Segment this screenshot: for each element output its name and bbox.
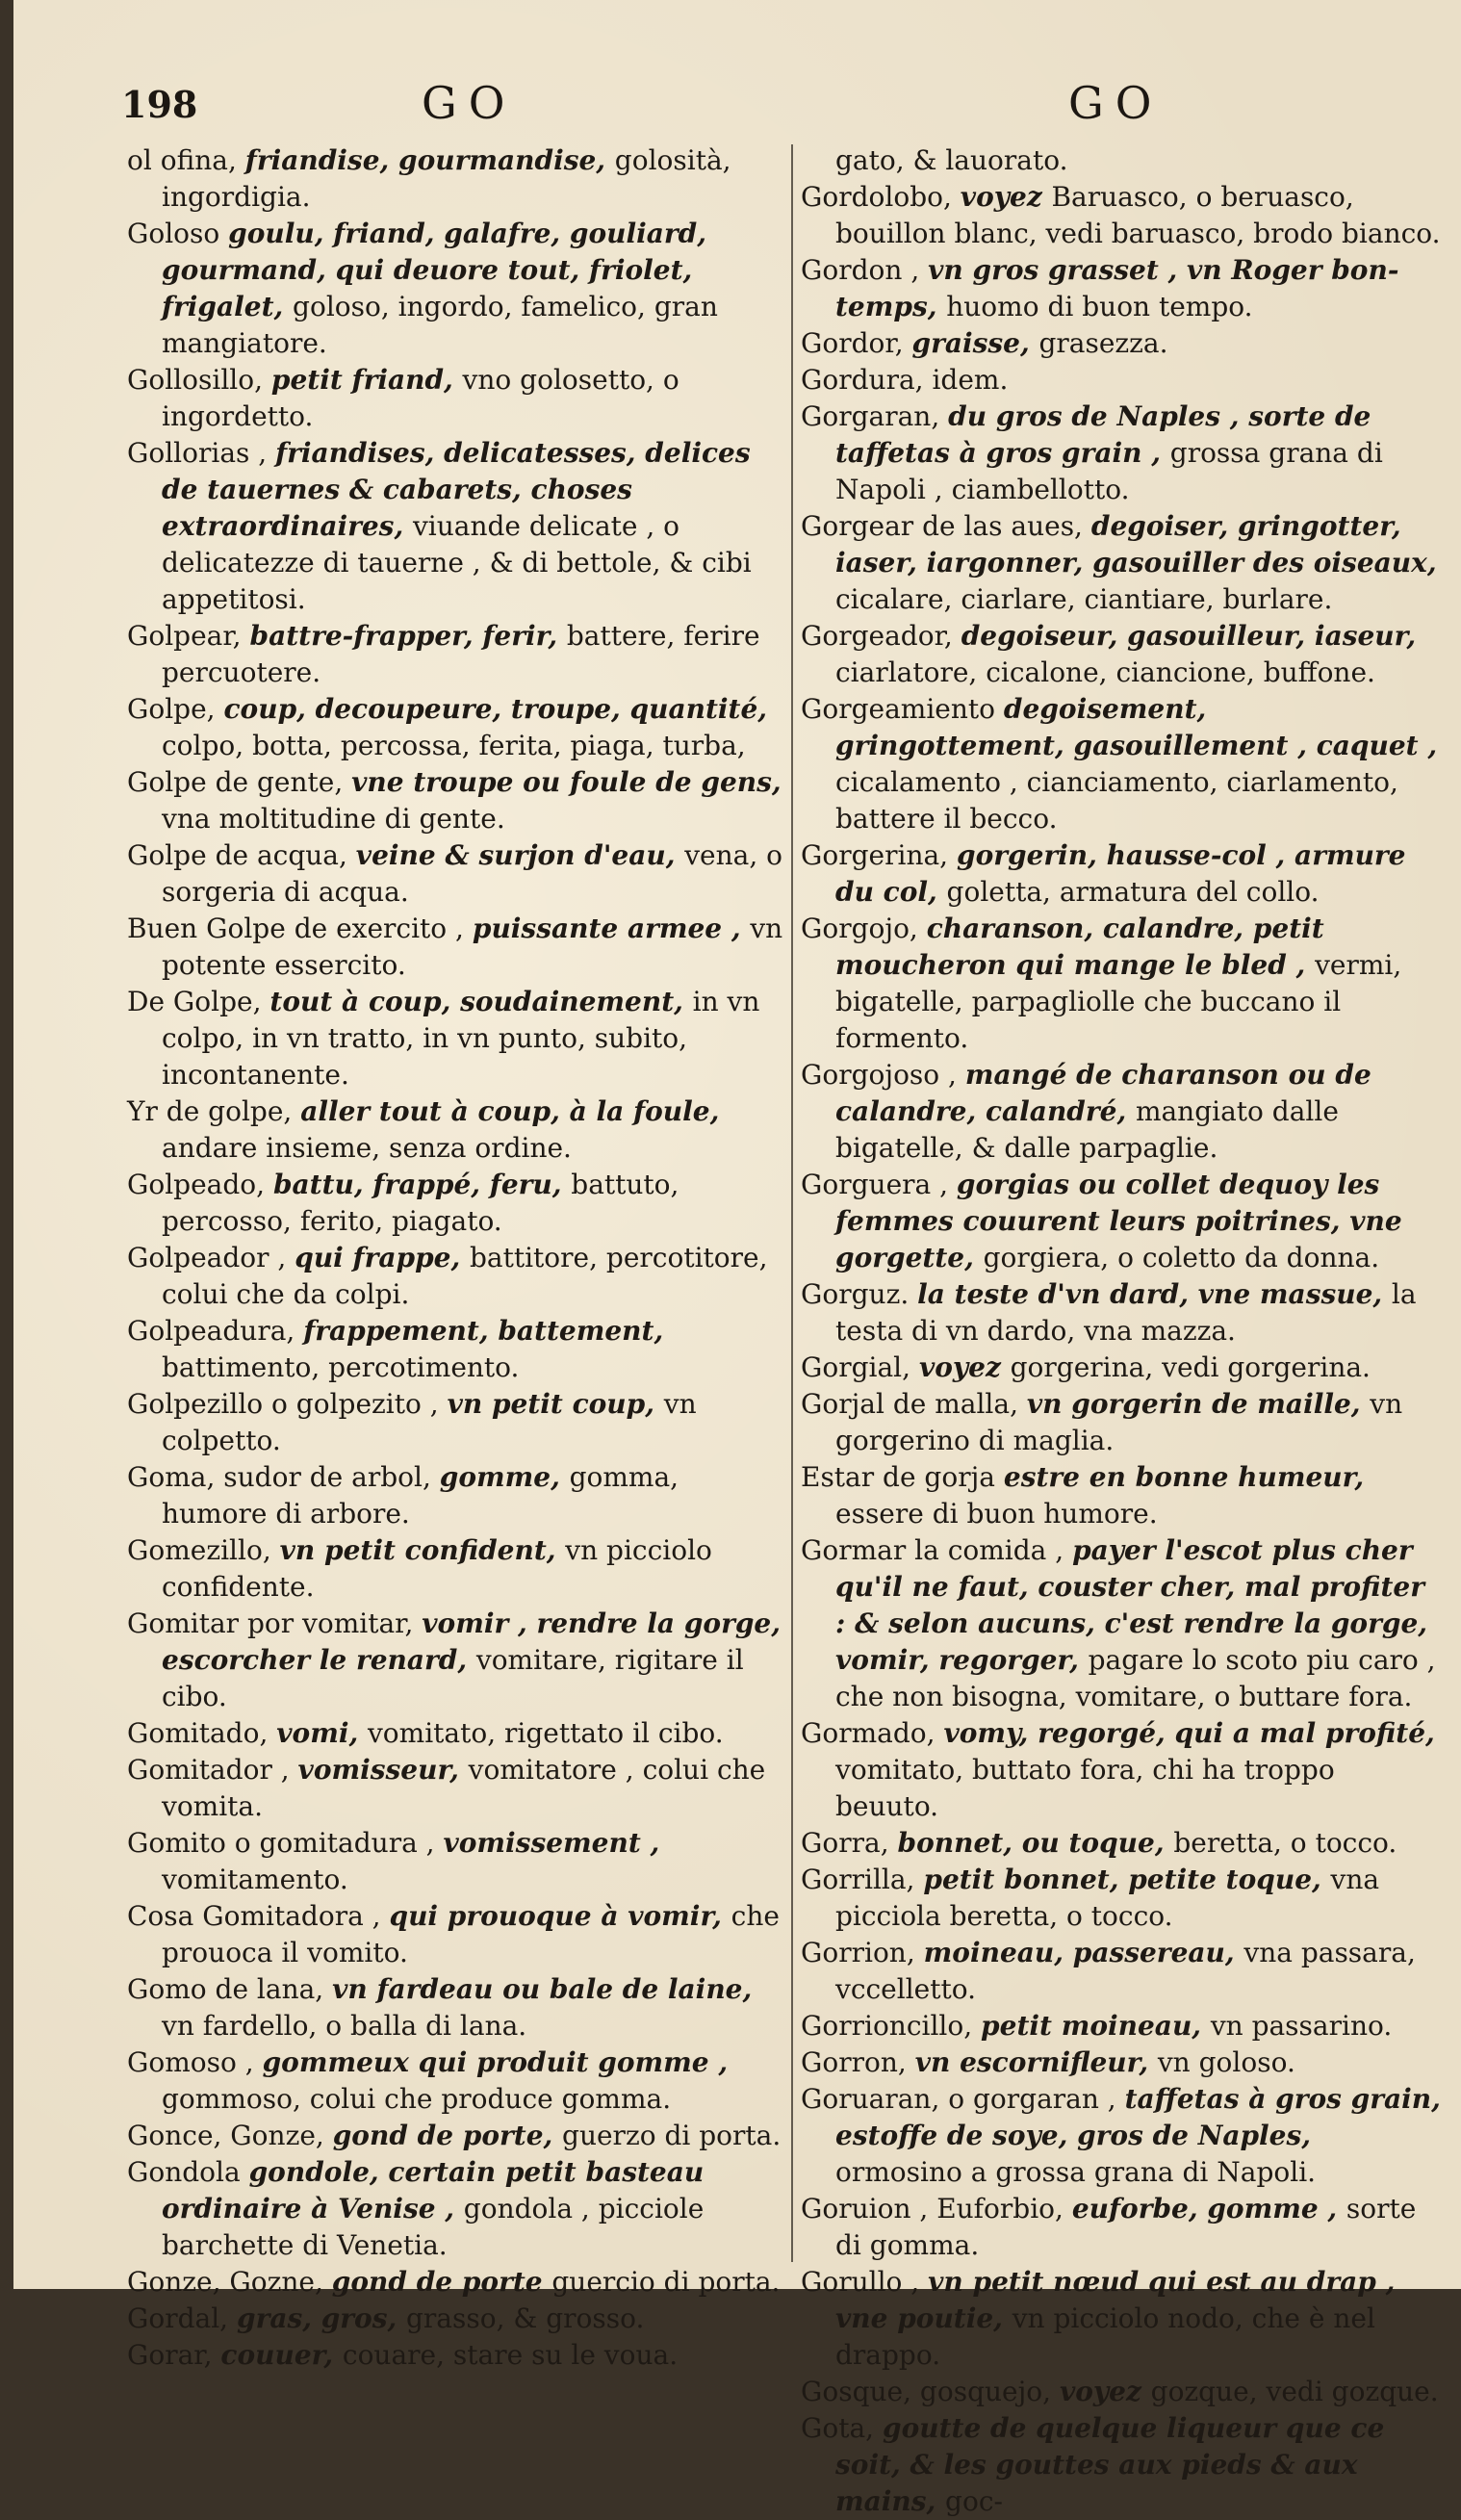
dictionary-entry [127,2044,785,2118]
entry-italian-gloss: vna picciola beretta, o tocco. [835,1864,1380,1932]
entry-headword: Gomo de lana, [127,1973,333,2005]
entry-headword: Gorra, [801,1827,898,1859]
dictionary-entry [127,362,785,435]
entry-italian-gloss: pagare lo scoto piu caro , che non bisogna, vomitare, o buttare fora. [835,1644,1436,1712]
entry-headword: Gosque, gosquejo, [801,2376,1060,2407]
entry-headword: Goruaran, o gorgaran , [801,2083,1125,2115]
entry-headword: Golpe de acqua, [127,839,356,871]
dictionary-entry [801,618,1444,691]
entry-french-gloss: payer l'escot plus cher qu'il ne faut, couster cher, mal profiter : & selon aucuns, c'est rendre la gorge, vomir, regorger, [835,1534,1428,1676]
book-page [13,0,1461,2517]
entry-french-gloss: aller tout à coup, à la foule, [300,1095,720,1127]
dictionary-entry [801,252,1444,325]
entry-italian-gloss: vomitato, rigettato il cibo. [367,1717,724,1749]
entry-italian-gloss: couare, stare su le voua. [342,2339,679,2371]
entry-italian-gloss: goletta, armatura del collo. [946,876,1320,908]
running-head-right: GO [1068,77,1164,129]
entry-italian-gloss: mangiato dalle bigatelle, & dalle parpaglie. [835,1095,1339,1164]
entry-italian-gloss: vn picciolo nodo, che è nel drappo. [835,2302,1375,2371]
entry-italian-gloss: vn fardello, o balla di lana. [162,2010,527,2042]
entry-french-gloss: gras, gros, [236,2302,406,2334]
entry-italian-gloss: ciarlatore, cicalone, ciancione, buffone. [835,656,1375,688]
entry-french-gloss: couuer, [220,2339,343,2371]
entry-italian-gloss: vena, o sorgeria di acqua. [162,839,782,908]
entry-headword: Gorgojoso , [801,1059,965,1091]
entry-headword: Gordor, [801,327,912,359]
dictionary-entry [127,2154,785,2264]
entry-headword: Gomitar por vomitar, [127,1607,423,1639]
entry-french-gloss: battre-frapper, ferir, [249,620,567,652]
entry-french-gloss: gorgias ou collet dequoy les femmes couurent leurs poitrines, vne gorgette, [835,1169,1402,1273]
entry-french-gloss: charanson, calandre, petit moucheron qui mange le bled , [835,913,1324,981]
entry-italian-gloss: vn colpetto. [162,1388,697,1456]
entry-italian-gloss: battere, ferire percuotere. [162,620,760,688]
dictionary-entry [127,142,785,216]
entry-headword: Gorgeador, [801,620,961,652]
entry-italian-gloss: gondola , picciole barchette di Venetia. [162,2193,705,2261]
entry-headword: Gorrioncillo, [801,2010,982,2042]
entry-italian-gloss: grasezza. [1038,327,1168,359]
entry-headword: Golpear, [127,620,250,652]
entry-headword: Gorjal de malla, [801,1388,1027,1420]
entry-french-gloss: graisse, [911,327,1039,359]
entry-headword: Golpe, [127,693,224,725]
entry-headword: Gomito o gomitadura , [127,1827,444,1859]
dictionary-entry [801,2081,1444,2191]
entry-italian-gloss: gorgiera, o coletto da donna. [983,1242,1380,1273]
entry-headword: Gormado, [801,1717,944,1749]
entry-italian-gloss: battuto, percosso, ferito, piagato. [162,1169,679,1237]
entry-italian-gloss: vn passarino. [1210,2010,1393,2042]
entry-italian-gloss: cicalamento , cianciamento, ciarlamento, battere il becco. [835,766,1398,835]
dictionary-entry [801,837,1444,911]
entry-italian-gloss: essere di buon humore. [835,1498,1158,1530]
entry-italian-gloss: gommoso, colui che produce gomma. [162,2083,672,2115]
entry-headword: Gorrilla, [801,1864,924,1895]
entry-headword: Gorguz. [801,1278,918,1310]
dictionary-entry [801,911,1444,1057]
entry-italian-gloss: che prouoca il vomito. [162,1900,780,1968]
dictionary-entry [127,1093,785,1167]
entry-french-gloss: voyez [918,1351,1011,1383]
entry-french-gloss: vn petit confident, [279,1534,566,1566]
entry-italian-gloss: battitore, percotitore, colui che da colpi. [162,1242,768,1310]
entry-italian-gloss: vomitamento. [162,1864,348,1895]
dictionary-entry [801,1057,1444,1167]
entry-headword: Gorullo , [801,2266,929,2298]
dictionary-entry [127,1386,785,1459]
entry-headword: Gondola [127,2156,249,2188]
dictionary-entry [801,1459,1444,1532]
dictionary-entry [127,1313,785,1386]
entry-headword: De Golpe, [127,986,270,1017]
dictionary-entry [127,1971,785,2044]
entry-headword: Gomezillo, [127,1534,280,1566]
entry-italian-gloss: andare insieme, senza ordine. [162,1132,572,1164]
entry-italian-gloss: vomitato, buttato fora, chi ha troppo beuuto. [835,1754,1335,1822]
dictionary-entry [801,2374,1444,2410]
entry-italian-gloss: vna moltitudine di gente. [162,803,505,835]
entry-french-gloss: mangé de charanson ou de calandre, calandré, [835,1059,1371,1127]
entry-headword: Gomitador , [127,1754,298,1786]
dictionary-entry [801,1935,1444,2008]
entry-french-gloss: veine & surjon d'eau, [355,839,685,871]
entry-italian-gloss: goc- [945,2485,1003,2517]
entry-french-gloss: petit moineau, [981,2010,1211,2042]
entry-french-gloss: vomisseur, [297,1754,469,1786]
entry-french-gloss: degoiseur, gasouilleur, iaseur, [961,620,1417,652]
entry-italian-gloss: battimento, percotimento. [162,1351,520,1383]
entry-headword: Gorgerina, [801,839,957,871]
entry-headword: Golpeadura, [127,1315,304,1347]
entry-headword: Gordolobo, [801,181,961,213]
entry-italian-gloss: grasso, & grosso. [405,2302,645,2334]
entry-french-gloss: gondole, certain petit basteau ordinaire à Venise , [162,2156,705,2224]
entry-french-gloss: vn petit nœud qui est au drap , vne poutie, [835,2266,1396,2334]
dictionary-entry [127,618,785,691]
entry-headword: Buen Golpe de exercito , [127,913,473,944]
entry-french-gloss: tout à coup, soudainement, [269,986,693,1017]
dictionary-entry [127,911,785,984]
entry-italian-gloss: gomma, humore di arbore. [162,1461,679,1530]
entry-italian-gloss: sorte di gomma. [835,2193,1417,2261]
dictionary-entry [801,508,1444,618]
entry-italian-gloss: gorgerina, vedi gorgerina. [1010,1351,1371,1383]
dictionary-entry [127,1606,785,1715]
entry-french-gloss: vomy, regorgé, qui a mal profité, [943,1717,1435,1749]
dictionary-entry [801,1386,1444,1459]
entry-headword: Gorron, [801,2046,915,2078]
dictionary-entry [801,1825,1444,1862]
entry-headword: Goma, sudor de arbol, [127,1461,440,1493]
entry-french-gloss: goulu, friand, galafre, gouliard, gourmand, qui deuore tout, friolet, frigalet, [162,218,706,322]
dictionary-entry [127,1898,785,1971]
entry-headword: Gorgear de las aues, [801,510,1091,542]
entry-text: ofina, [160,144,245,176]
entry-italian-gloss: vno golosetto, o ingordetto. [162,364,679,432]
entry-italian-gloss: ormosino a grossa grana di Napoli. [835,2156,1317,2188]
entry-italian-gloss: huomo di buon tempo. [946,291,1253,322]
entry-headword: Golpeador , [127,1242,295,1273]
entry-italian-gloss: guerzo di porta. [562,2120,782,2151]
entry-french-gloss: vn gros grasset , vn Roger bon-temps, [835,254,1399,322]
entry-french-gloss: vn petit coup, [447,1388,664,1420]
entry-french-gloss: vne troupe ou foule de gens, [351,766,782,798]
entry-french-gloss: frappement, battement, [303,1315,664,1347]
entry-headword: Gormar la comida , [801,1534,1073,1566]
entry-french-gloss: la teste d'vn dard, vne massue, [917,1278,1392,1310]
entry-headword: Gordon , [801,254,929,286]
entry-headword: Gorgial, [801,1351,919,1383]
dictionary-entry [127,1752,785,1825]
dictionary-entry [127,837,785,911]
entry-italian-gloss: la testa di vn dardo, vna mazza. [835,1278,1417,1347]
page-number: 198 [121,83,198,126]
column-divider [791,144,793,2262]
entry-french-gloss: gorgerin, hausse-col , armure du col, [835,839,1406,908]
entry-french-gloss: qui frappe, [295,1242,470,1273]
entry-french-gloss: euforbe, gomme , [1071,2193,1346,2224]
entry-french-gloss: vn gorgerin de maille, [1026,1388,1371,1420]
entry-italian-gloss: vomitatore , colui che vomita. [162,1754,766,1822]
entry-headword: Cosa Gomitadora , [127,1900,390,1932]
entry-italian-gloss: colpo, botta, percossa, ferita, piaga, turba, [162,730,746,761]
running-head-left: GO [422,77,517,129]
dictionary-entry [801,1862,1444,1935]
entry-headword: Gonce, Gonze, [127,2120,333,2151]
entry-headword: Golpe de gente, [127,766,352,798]
dictionary-entry [127,2337,785,2374]
dictionary-entry [801,691,1444,837]
dictionary-entry [801,1350,1444,1386]
entry-french-gloss: taffetas à gros grain, estoffe de soye, gros de Naples, [835,2083,1441,2151]
dictionary-entry [801,362,1444,399]
entry-italian-gloss: golosità, ingordigia. [162,144,731,213]
entry-french-gloss: battu, frappé, feru, [272,1169,572,1200]
entry-headword: Gordal, [127,2302,237,2334]
entry-italian-gloss: viuande delicate , o delicatezze di tauerne , & di bettole, & cibi appetitosi. [162,510,752,615]
dictionary-entry [127,1459,785,1532]
entry-headword: Gomoso , [127,2046,263,2078]
page-header [13,77,1461,141]
entry-french-gloss: friandise, gourmandise, [244,144,615,176]
dictionary-entry [127,435,785,618]
entry-italian-gloss: vn picciolo confidente. [162,1534,712,1603]
entry-italian-gloss: grossa grana di Napoli , ciambellotto. [835,437,1383,505]
entry-headword: Gonze, Gozne, [127,2266,332,2298]
dictionary-entry [127,984,785,1093]
dictionary-entry [127,2301,785,2337]
dictionary-entry [127,1715,785,1752]
dictionary-entry [801,142,1444,179]
entry-headword: Gollorias , [127,437,276,469]
entry-headword: Goruion , Euforbio, [801,2193,1072,2224]
entry-headword: Gorgojo, [801,913,927,944]
entry-headword: Gorrion, [801,1937,924,1968]
entry-french-gloss: du gros de Naples , sorte de taffetas à gros grain , [835,400,1371,469]
entry-headword: Gota, [801,2412,883,2444]
entry-french-gloss: petit friand, [270,364,463,396]
entry-italian-gloss: vomitare, rigitare il cibo. [162,1644,744,1712]
dictionary-entry [801,399,1444,508]
entry-french-gloss: gond de porte [331,2266,552,2298]
entry-headword: Gollosillo, [127,364,271,396]
right-column [801,142,1444,2520]
entry-italian-gloss: vna passara, vccelletto. [835,1937,1416,2005]
entry-headword: Golpeado, [127,1169,273,1200]
entry-headword: Goloso [127,218,229,249]
entry-headword: Golpezillo o golpezito , [127,1388,448,1420]
dictionary-entry [801,1532,1444,1715]
entry-french-gloss: estre en bonne humeur, [1003,1461,1365,1493]
entry-italian-gloss: beretta, o tocco. [1173,1827,1397,1859]
entry-french-gloss: degoiser, gringotter, iaser, iargonner, gasouiller des oiseaux, [835,510,1437,579]
entry-french-gloss: puissante armee , [472,913,751,944]
dictionary-entry [127,764,785,837]
dictionary-entry [127,2264,785,2301]
entry-french-gloss: vomi, [276,1717,368,1749]
dictionary-entry [801,2008,1444,2044]
entry-french-gloss: petit bonnet, petite toque, [923,1864,1331,1895]
entry-french-gloss: gommeux qui produit gomme , [262,2046,729,2078]
entry-italian-gloss: in vn colpo, in vn tratto, in vn punto, subito, incontanente. [162,986,760,1091]
entry-french-gloss: qui prouoque à vomir, [389,1900,731,1932]
dictionary-entry [801,1276,1444,1350]
dictionary-entry [801,325,1444,362]
entry-french-gloss: voyez [960,181,1052,213]
entry-italian-gloss: vn goloso. [1157,2046,1295,2078]
entry-headword: Gomitado, [127,1717,277,1749]
entry-italian-gloss: vermi, bigatelle, parpagliolle che buccano il formento. [835,949,1402,1054]
entry-italian-gloss: Baruasco, o beruasco, bouillon blanc, vedi baruasco, brodo bianco. [835,181,1441,249]
dictionary-entry [127,691,785,764]
entry-italian-gloss: goloso, ingordo, famelico, gran mangiatore. [162,291,718,359]
entry-italian-gloss: cicalare, ciarlare, ciantiare, burlare. [835,583,1333,615]
entry-french-gloss: voyez [1059,2376,1151,2407]
entry-french-gloss: gomme, [439,1461,570,1493]
dictionary-entry [127,1532,785,1606]
dictionary-entry [127,2118,785,2154]
dictionary-entry [801,1167,1444,1276]
entry-headword: Gordura, idem. [801,364,1009,396]
dictionary-entry [801,1715,1444,1825]
dictionary-entry [801,2264,1444,2374]
entry-italian-gloss: vn potente essercito. [162,913,783,981]
entry-french-gloss: vomir , rendre la gorge, escorcher le renard, [162,1607,781,1676]
entry-french-gloss: goutte de quelque liqueur que ce soit, & les gouttes aux pieds & aux mains, [835,2412,1385,2517]
entry-french-gloss: friandises, delicatesses, delices de tauernes & cabarets, choses extraordinaires, [162,437,751,542]
left-column [127,142,785,2374]
entry-headword: Gorguera , [801,1169,957,1200]
dictionary-entry [801,179,1444,252]
dictionary-entry [801,2044,1444,2081]
entry-french-gloss: moineau, passereau, [923,1937,1244,1968]
entry-headword: Gorgaran, [801,400,949,432]
entry-french-gloss: vn fardeau ou bale de laine, [332,1973,753,2005]
entry-italian-gloss: guercio di porta. [551,2266,781,2298]
entry-french-gloss: coup, decoupeure, troupe, quantité, [223,693,768,725]
entry-italian-gloss: gozque, vedi gozque. [1150,2376,1439,2407]
entry-headword: Gorgeamiento [801,693,1004,725]
dictionary-entry [801,2191,1444,2264]
dictionary-entry [127,1240,785,1313]
entry-french-gloss: bonnet, ou toque, [897,1827,1174,1859]
dictionary-entry [127,1167,785,1240]
dictionary-entry [801,2410,1444,2520]
entry-headword: Yr de golpe, [127,1095,301,1127]
entry-headword: Estar de gorja [801,1461,1004,1493]
entry-headword: Gorar, [127,2339,221,2371]
entry-french-gloss: vn escornifleur, [914,2046,1158,2078]
dictionary-entry [127,216,785,362]
entry-french-gloss: vomissement , [443,1827,660,1859]
entry-italian-gloss: gato, & lauorato. [835,144,1068,176]
dictionary-entry [127,1825,785,1898]
entry-french-gloss: gond de porte, [332,2120,563,2151]
entry-french-gloss: degoisement, gringottement, gasouillement , caquet , [835,693,1438,761]
entry-headword: ol [127,144,161,176]
entry-italian-gloss: vn gorgerino di maglia. [835,1388,1403,1456]
